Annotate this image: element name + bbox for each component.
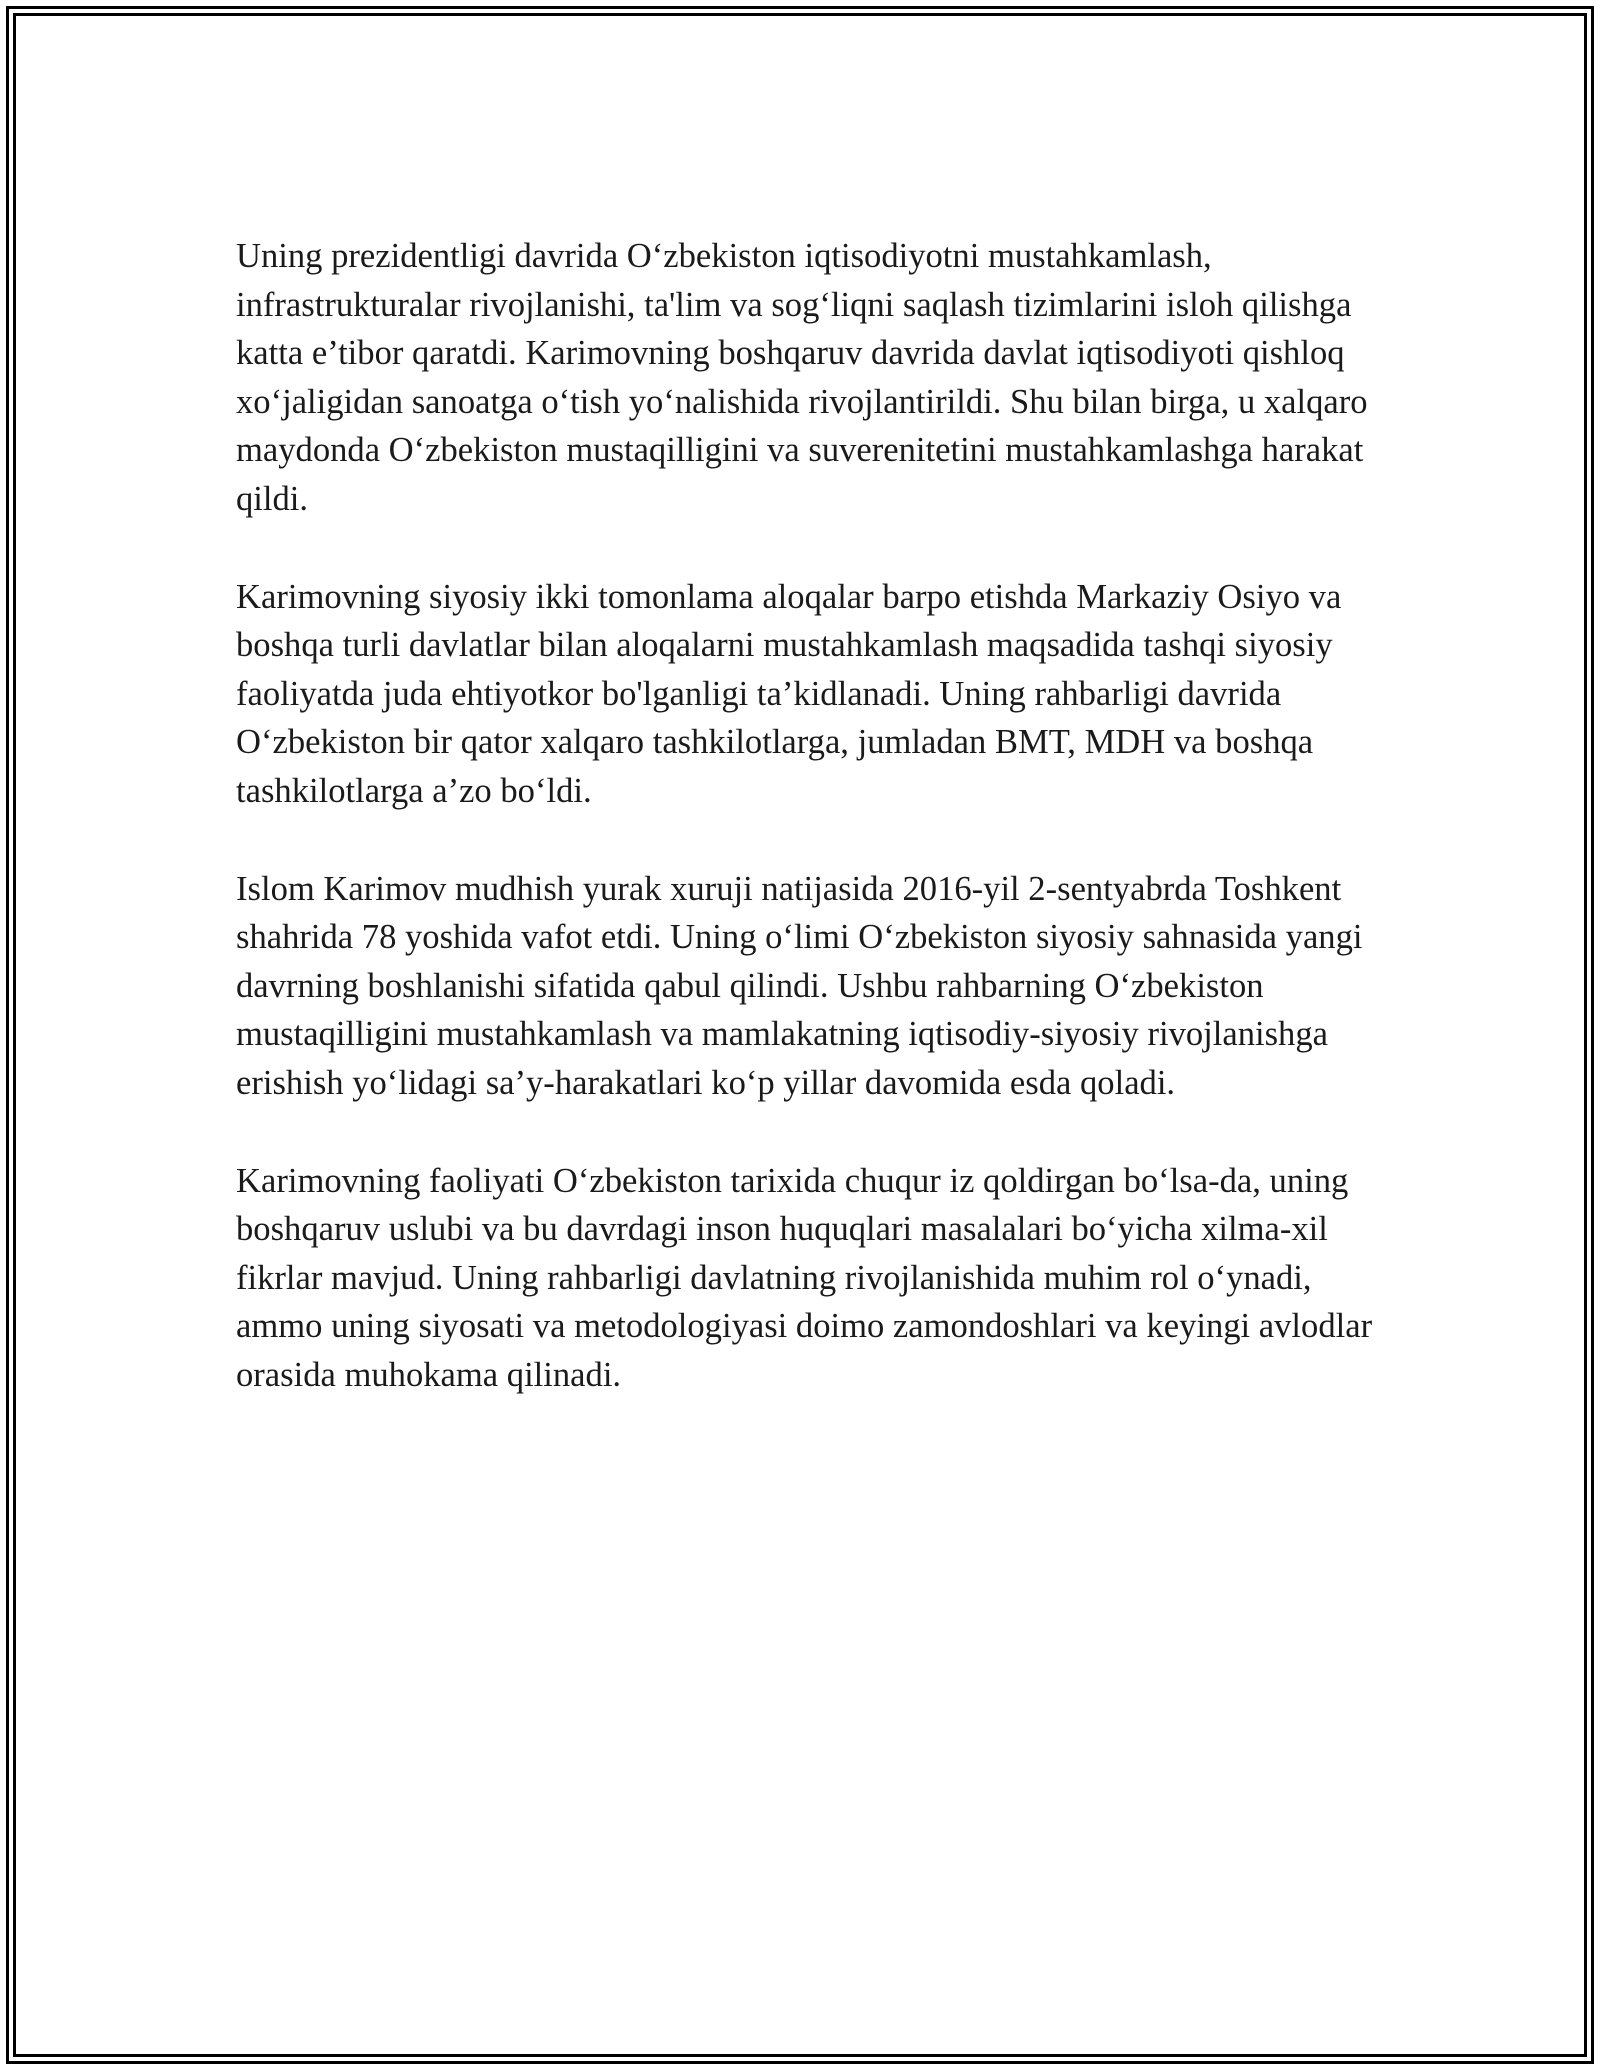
paragraph-2: Karimovning siyosiy ikki tomonlama aloqalar barpo etishda Markaziy Osiyo va boshqa turli davlatlar bilan aloqalarni mustahkamlash maqsadida tashqi siyosiy faoliyatda juda ehtiyotkor bo'lganligi ta’kidlanadi. Uning rahbarligi davrida O‘zbekiston bir qator xalqaro tashkilotlarga, jumladan BMT, MDH va boshqa tashkilotlarga a’zo bo‘ldi. [236, 577, 1342, 810]
paragraph-3: Islom Karimov mudhish yurak xuruji natijasida 2016-yil 2-sentyabrda Toshkent shahrida 78 yoshida vafot etdi. Uning o‘limi O‘zbekiston siyosiy sahnasida yangi davrning boshlanishi sifatida qabul qilindi. Ushbu rahbarning O‘zbekiston mustaqilligini mustahkamlash va mamlakatning iqtisodiy-siyosiy rivojlanishga erishish yo‘lidagi sa’y-harakatlari ko‘p yillar davomida esda qoladi. [236, 869, 1363, 1102]
paragraph-1: Uning prezidentligi davrida O‘zbekiston iqtisodiyotni mustahkamlash, infrastrukturalar rivojlanishi, ta'lim va sog‘liqni saqlash tizimlarini isloh qilishga katta e’tibor qaratdi. Karimovning boshqaruv davrida davlat iqtisodiyoti qishloq xo‘jaligidan sanoatga o‘tish yo‘nalishida rivojlantirildi. Shu bilan birga, u xalqaro maydonda O‘zbekiston mustaqilligini va suverenitetini mustahkamlashga harakat qildi. [236, 237, 1368, 518]
document-body [236, 232, 1386, 1448]
paragraph-4: Karimovning faoliyati O‘zbekiston tarixida chuqur iz qoldirgan bo‘lsa-da, uning boshqaruv uslubi va bu davrdagi inson huquqlari masalalari bo‘yicha xilma-xil fikrlar mavjud. Uning rahbarligi davlatning rivojlanishida muhim rol o‘ynadi, ammo uning siyosati va metodologiyasi doimo zamondoshlari va keyingi avlodlar orasida muhokama qilinadi. [236, 1161, 1373, 1394]
